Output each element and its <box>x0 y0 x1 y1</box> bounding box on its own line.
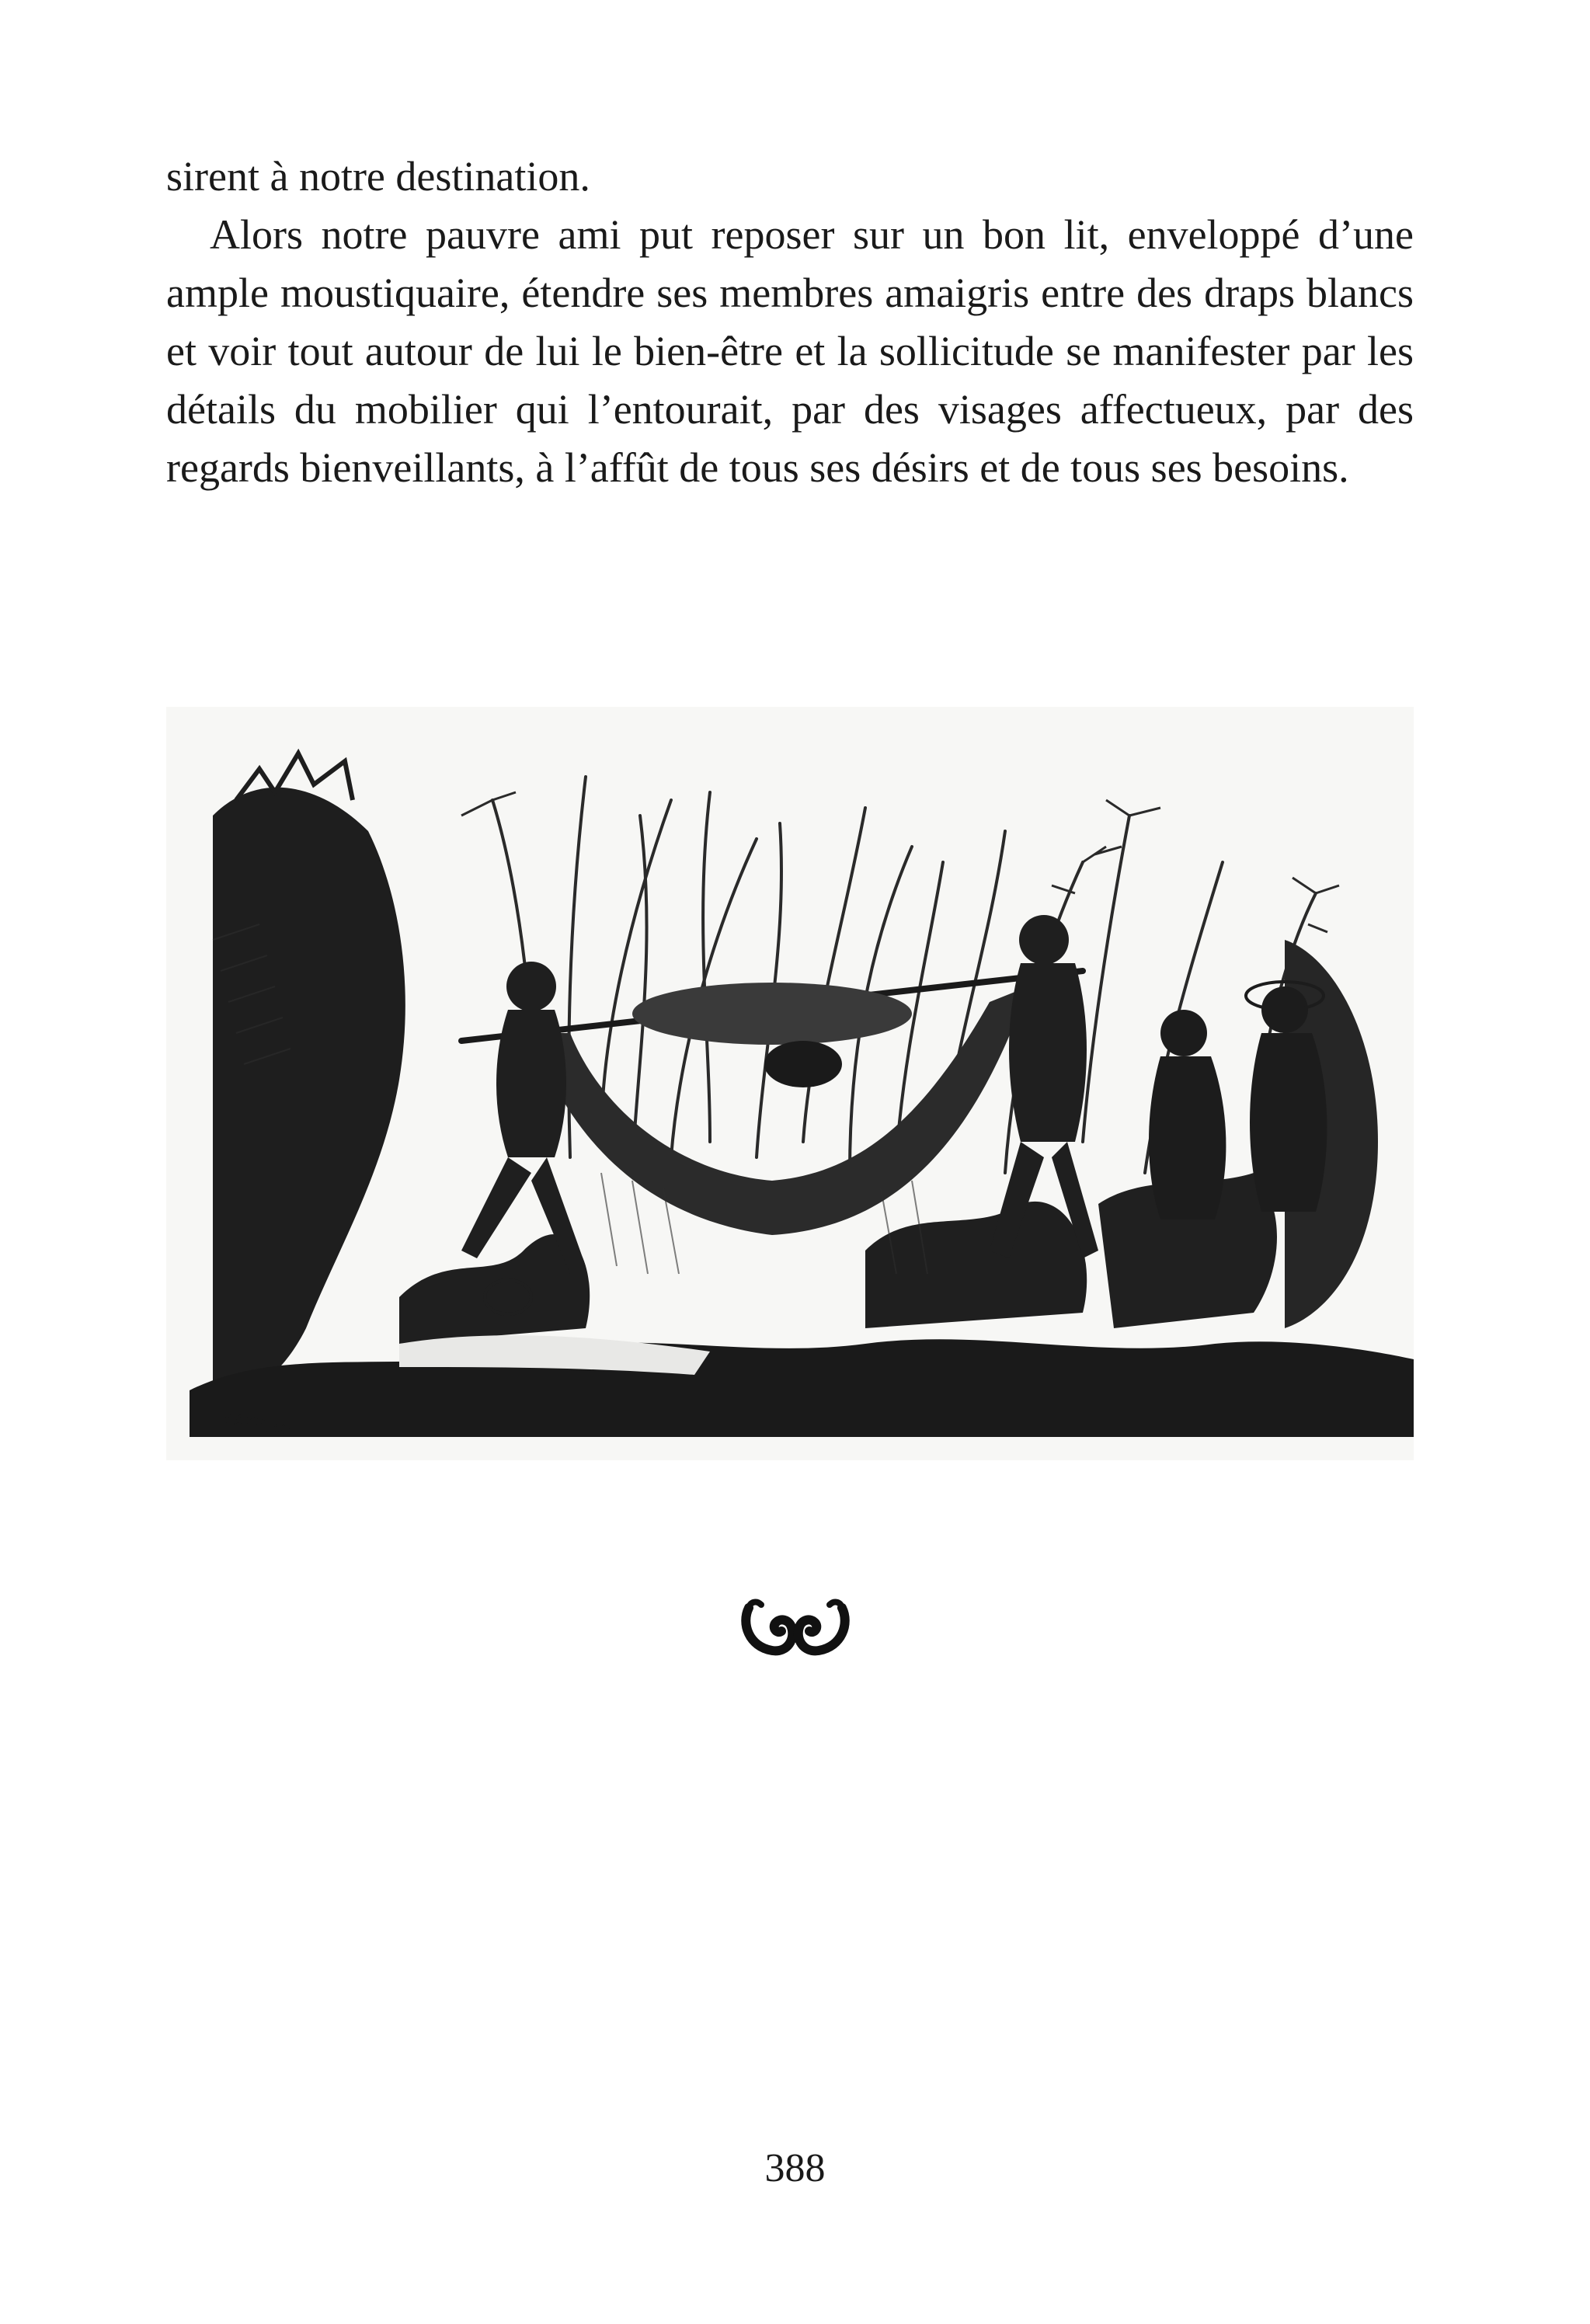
illustration-signature: MATH: Gr <box>219 1408 294 1440</box>
fleuron-ornament-icon <box>733 1585 858 1670</box>
page-number: 388 <box>764 2146 826 2190</box>
engraving-illustration <box>166 707 1414 1460</box>
body-text <box>166 148 1414 497</box>
paragraph: Alors notre pauvre ami put reposer sur un bon lit, enveloppé d’une ample moustiquaire, étendre ses membres amaigris entre des draps blancs et voir tout autour de lui le bien-être et la sollicitude se manifester par les détails du mobilier qui l’entourait, par des visages affectueux, par des regards bienveillants, à l’affût de tous ses désirs et de tous ses besoins. <box>166 211 1414 491</box>
paragraph-continuation: sirent à notre destination. <box>166 153 590 200</box>
